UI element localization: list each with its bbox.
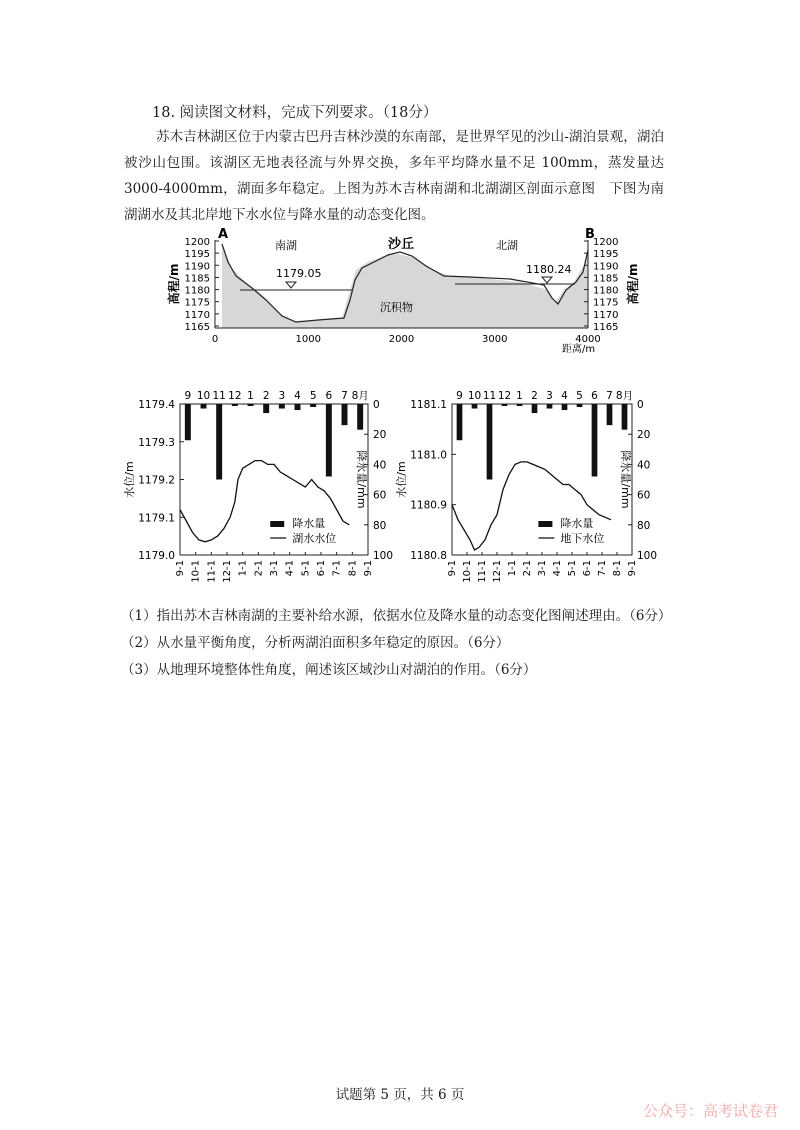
precip-bar (185, 404, 191, 440)
precip-bar (577, 404, 583, 407)
y2tick-label: 20 (637, 429, 651, 442)
profile-ytick-label-left: 1165 (184, 322, 210, 333)
groundwater-level-chart (394, 390, 657, 583)
south-level-value: 1179.05 (276, 267, 322, 280)
top-month-label: 8月 (615, 390, 634, 402)
top-month-label: 7 (606, 390, 613, 402)
y2tick-label: 60 (373, 489, 387, 502)
precip-bar (502, 404, 508, 406)
xtick-label: 2-1 (253, 560, 265, 577)
top-month-label: 12 (228, 390, 242, 402)
legend-precip-swatch (538, 521, 552, 527)
question-paragraph: 苏木吉林湖区位于内蒙古巴丹吉林沙漠的东南部，是世界罕见的沙山-湖泊景观，湖泊被沙山包围。该湖区无地表径流与外界交换，多年平均降水量不足 100mm，蒸发量达3000-4000mm，湖面多年稳定。上图为苏木吉林南湖和北湖湖区剖面示意图 下图为南湖湖水及其北岸地下水水位与降水量的动态变化图。 (124, 129, 664, 223)
xtick-label: 3-1 (537, 560, 548, 577)
xtick-label: 9-1 (447, 560, 458, 577)
xtick-label: 1-1 (237, 560, 249, 577)
ylabel: 水位/m (395, 461, 408, 498)
top-month-label: 1 (516, 390, 523, 402)
y2tick-label: 80 (373, 519, 387, 532)
legend-precip-label: 降水量 (560, 517, 594, 530)
top-month-label: 2 (531, 390, 538, 402)
profile-ytick-label-right: 1170 (593, 309, 619, 321)
profile-xtick-label: 1000 (295, 334, 321, 345)
precip-bar (547, 404, 553, 409)
profile-ytick-label-right: 1195 (593, 249, 619, 261)
profile-ylabel-left: 高程/m (167, 263, 181, 305)
top-month-label: 2 (262, 390, 270, 402)
y2tick-label: 100 (373, 550, 394, 562)
profile-ytick-label-left: 1200 (184, 237, 210, 248)
precip-bar (295, 404, 301, 410)
precip-bar (216, 404, 222, 480)
top-month-label: 11 (482, 390, 497, 402)
sediment-label: 沉积物 (380, 301, 413, 314)
ytick-label: 1180.8 (410, 550, 447, 562)
top-month-label: 5 (309, 390, 317, 402)
profile-xtick-label: 2000 (388, 334, 415, 345)
top-month-label: 1 (247, 390, 254, 402)
question-item-1: （1）指出苏木吉林南湖的主要补给水源，依据水位及降水量的动态变化图阐述理由。（6分） (121, 608, 672, 624)
xtick-label: 8-1 (612, 560, 623, 577)
profile-xlabel: 距离/m (562, 344, 596, 355)
ytick-label: 1181.1 (410, 399, 447, 411)
legend-precip-swatch (270, 521, 284, 527)
precip-bar (342, 404, 348, 425)
y2tick-label: 20 (373, 429, 387, 442)
top-month-label: 9 (184, 390, 192, 402)
precip-bar (592, 404, 598, 476)
profile-xtick-label: 4000 (575, 334, 601, 345)
profile-ytick-label-right: 1185 (593, 273, 619, 285)
ytick-label: 1181.0 (410, 449, 447, 462)
y2tick-label: 60 (637, 489, 651, 502)
xtick-label: 1-1 (507, 560, 518, 577)
profile-xtick-label: 0 (211, 334, 219, 345)
precip-bar (263, 404, 269, 413)
top-month-label: 10 (196, 390, 211, 402)
top-month-label: 9 (456, 390, 463, 402)
xtick-label: 9-1 (363, 560, 374, 577)
profile-ytick-label-right: 1165 (593, 322, 619, 333)
xtick-label: 10-1 (462, 560, 473, 583)
precip-bar (279, 404, 285, 409)
xtick-label: 12-1 (492, 560, 503, 583)
precip-bar (310, 404, 316, 407)
precip-bar (232, 404, 238, 406)
dune-label: 沙丘 (388, 237, 415, 252)
north-lake-label: 北湖 (496, 239, 518, 252)
ytick-label: 1179.0 (138, 550, 175, 562)
top-month-label: 12 (497, 390, 512, 402)
xtick-label: 11-1 (206, 560, 218, 583)
xtick-label: 6-1 (316, 560, 327, 577)
y2tick-label: 100 (637, 550, 658, 562)
profile-ytick-label-left: 1175 (184, 297, 210, 309)
profile-ytick-label-right: 1180 (593, 285, 619, 297)
profile-ylabel-right: 高程/m (626, 263, 640, 305)
xtick-label: 7-1 (331, 560, 343, 577)
legend-line-label: 地下水位 (560, 532, 605, 545)
xtick-label: 5-1 (300, 560, 312, 577)
y2tick-label: 40 (637, 459, 651, 472)
y2tick-label: 0 (373, 399, 380, 411)
top-month-label: 11 (212, 390, 226, 402)
lake-level-chart (122, 390, 393, 583)
y2tick-label: 40 (373, 459, 387, 472)
watermark: 公众号：高考试卷君 (642, 1102, 778, 1120)
xtick-label: 11-1 (477, 560, 488, 583)
precip-bar (622, 404, 628, 430)
xtick-label: 4-1 (552, 560, 563, 577)
north-level-value: 1180.24 (526, 263, 572, 276)
top-month-label: 8月 (351, 390, 369, 402)
precip-bar (326, 404, 332, 476)
y2label: 降水量/mm (619, 450, 632, 509)
question-item-3: （3）从地理环境整体性角度，阐述该区域沙山对湖泊的作用。（6分） (121, 662, 537, 678)
plot-frame (180, 404, 368, 555)
ytick-label: 1179.1 (138, 512, 175, 525)
profile-ytick-label-right: 1190 (593, 261, 619, 273)
precip-bar (562, 404, 568, 410)
profile-ytick-label-right: 1175 (593, 297, 619, 309)
y2label: 降水量/mm (355, 450, 368, 509)
top-month-label: 3 (278, 390, 286, 402)
precip-bar (248, 404, 254, 406)
page-footer: 试题第 5 页，共 6 页 (335, 1087, 465, 1103)
top-month-label: 3 (546, 390, 553, 402)
xtick-label: 9-1 (175, 560, 186, 577)
precip-bar (201, 404, 207, 409)
xtick-label: 8-1 (347, 560, 359, 577)
top-month-label: 6 (591, 390, 598, 402)
profile-ytick-label-left: 1180 (184, 285, 210, 297)
xtick-label: 4-1 (284, 560, 296, 577)
xtick-label: 6-1 (582, 560, 593, 577)
top-month-label: 6 (325, 390, 333, 402)
question-title: 18. 阅读图文材料，完成下列要求。（18分） (152, 105, 438, 121)
label-b: B (585, 227, 595, 242)
y2tick-label: 0 (637, 399, 644, 411)
top-month-label: 10 (467, 390, 482, 402)
ylabel: 水位/m (123, 461, 136, 498)
question-item-2: （2）从水量平衡角度，分析两湖泊面积多年稳定的原因。（6分） (121, 635, 510, 651)
ytick-label: 1179.3 (138, 436, 175, 449)
profile-ytick-label-left: 1195 (184, 249, 210, 261)
top-month-label: 4 (294, 390, 301, 402)
ytick-label: 1179.2 (138, 474, 175, 487)
xtick-label: 12-1 (222, 560, 233, 583)
top-month-label: 7 (341, 390, 348, 402)
xtick-label: 3-1 (269, 560, 280, 577)
plot-frame (452, 404, 632, 555)
question-list (121, 603, 671, 684)
profile-ytick-label-right: 1200 (593, 237, 619, 248)
profile-xtick-label: 3000 (482, 334, 508, 345)
precip-bar (472, 404, 478, 409)
precip-bar (487, 404, 493, 480)
profile-ytick-label-left: 1170 (184, 309, 210, 321)
xtick-label: 9-1 (627, 560, 638, 577)
legend-line-label: 湖水水位 (292, 532, 337, 545)
xtick-label: 5-1 (567, 560, 578, 577)
precip-bar (532, 404, 538, 413)
xtick-label: 7-1 (597, 560, 608, 577)
y2tick-label: 80 (637, 519, 651, 532)
xtick-label: 10-1 (190, 560, 202, 583)
precip-bar (457, 404, 463, 440)
legend-precip-label: 降水量 (292, 517, 326, 530)
precip-bar (357, 404, 363, 430)
profile-ytick-label-left: 1185 (184, 273, 210, 285)
xtick-label: 2-1 (522, 560, 533, 577)
ytick-label: 1180.9 (410, 499, 447, 512)
top-month-label: 5 (576, 390, 583, 402)
precip-bar (517, 404, 523, 406)
label-a: A (218, 227, 229, 242)
south-lake-label: 南湖 (275, 239, 297, 252)
ytick-label: 1179.4 (138, 399, 175, 411)
precip-bar (607, 404, 613, 425)
top-month-label: 4 (561, 390, 568, 402)
profile-ytick-label-left: 1190 (184, 261, 210, 273)
